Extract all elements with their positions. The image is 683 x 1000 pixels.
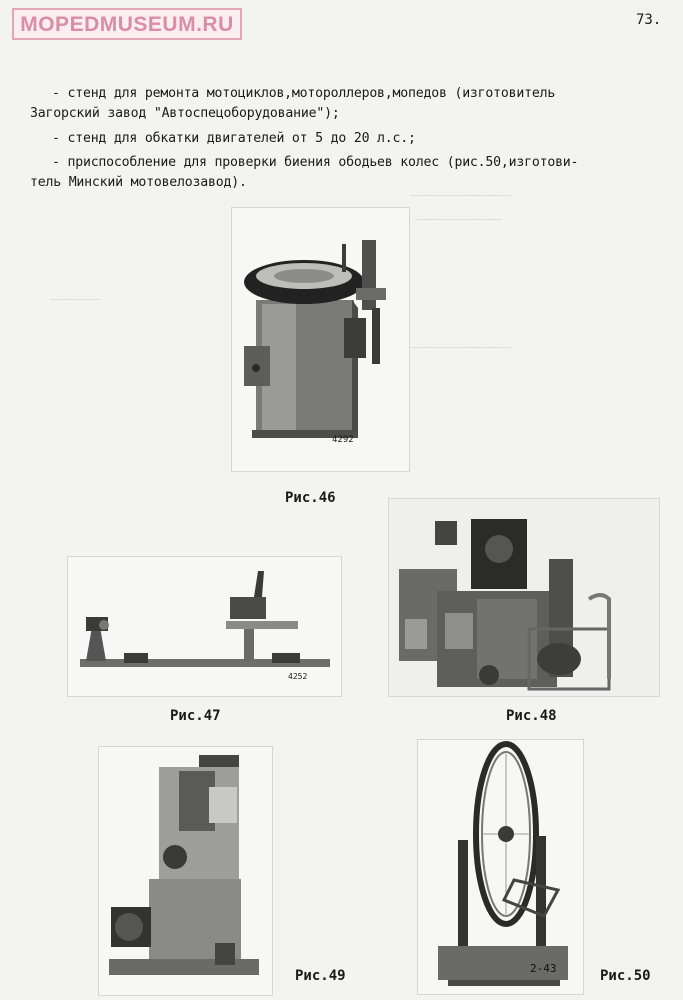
figure-47-photo-number: 4252 (288, 672, 308, 681)
watermark-logo: MOPEDMUSEUM.RU (12, 8, 242, 40)
figure-49-caption: Рис.49 (295, 968, 346, 984)
page-number: 73. (636, 12, 662, 28)
figure-46-photo (231, 207, 410, 472)
repair-bench-image (389, 499, 659, 696)
rim-runout-machine-image (99, 747, 272, 995)
bleed-through-text: ———————————— (415, 212, 502, 226)
figure-49-photo (98, 746, 273, 996)
figure-47-photo (67, 556, 342, 697)
paragraph-line-2: Загорский завод "Автоспецоборудование"); (30, 106, 340, 121)
engine-run-in-stand-image (68, 557, 341, 696)
paragraph-line-3: - стенд для обкатки двигателей от 5 до 20 л.с.; (52, 131, 416, 146)
figure-50-caption: Рис.50 (600, 968, 651, 984)
paragraph-line-5: тель Минский мотовелозавод). (30, 175, 247, 190)
figure-50-photo (417, 739, 584, 995)
bleed-through-text: —————————————— (410, 188, 512, 202)
bleed-through-text: —————————————— (410, 340, 512, 354)
bleed-through-text: ——————— (50, 292, 101, 306)
figure-48-caption: Рис.48 (506, 708, 557, 724)
figure-48-photo (388, 498, 660, 697)
tire-changer-stand-image (232, 208, 409, 471)
paragraph-line-1: - стенд для ремонта мотоциклов,мотороллеров,мопедов (изготовитель (52, 86, 556, 101)
paragraph-line-4: - приспособление для проверки биения ободьев колес (рис.50,изготови- (52, 155, 579, 170)
figure-50-photo-number: 2-43 (530, 962, 557, 975)
figure-46-caption: Рис.46 (285, 490, 336, 506)
figure-47-caption: Рис.47 (170, 708, 221, 724)
figure-46-photo-number: 4292 (332, 435, 354, 445)
wheel-truing-stand-image (418, 740, 583, 994)
